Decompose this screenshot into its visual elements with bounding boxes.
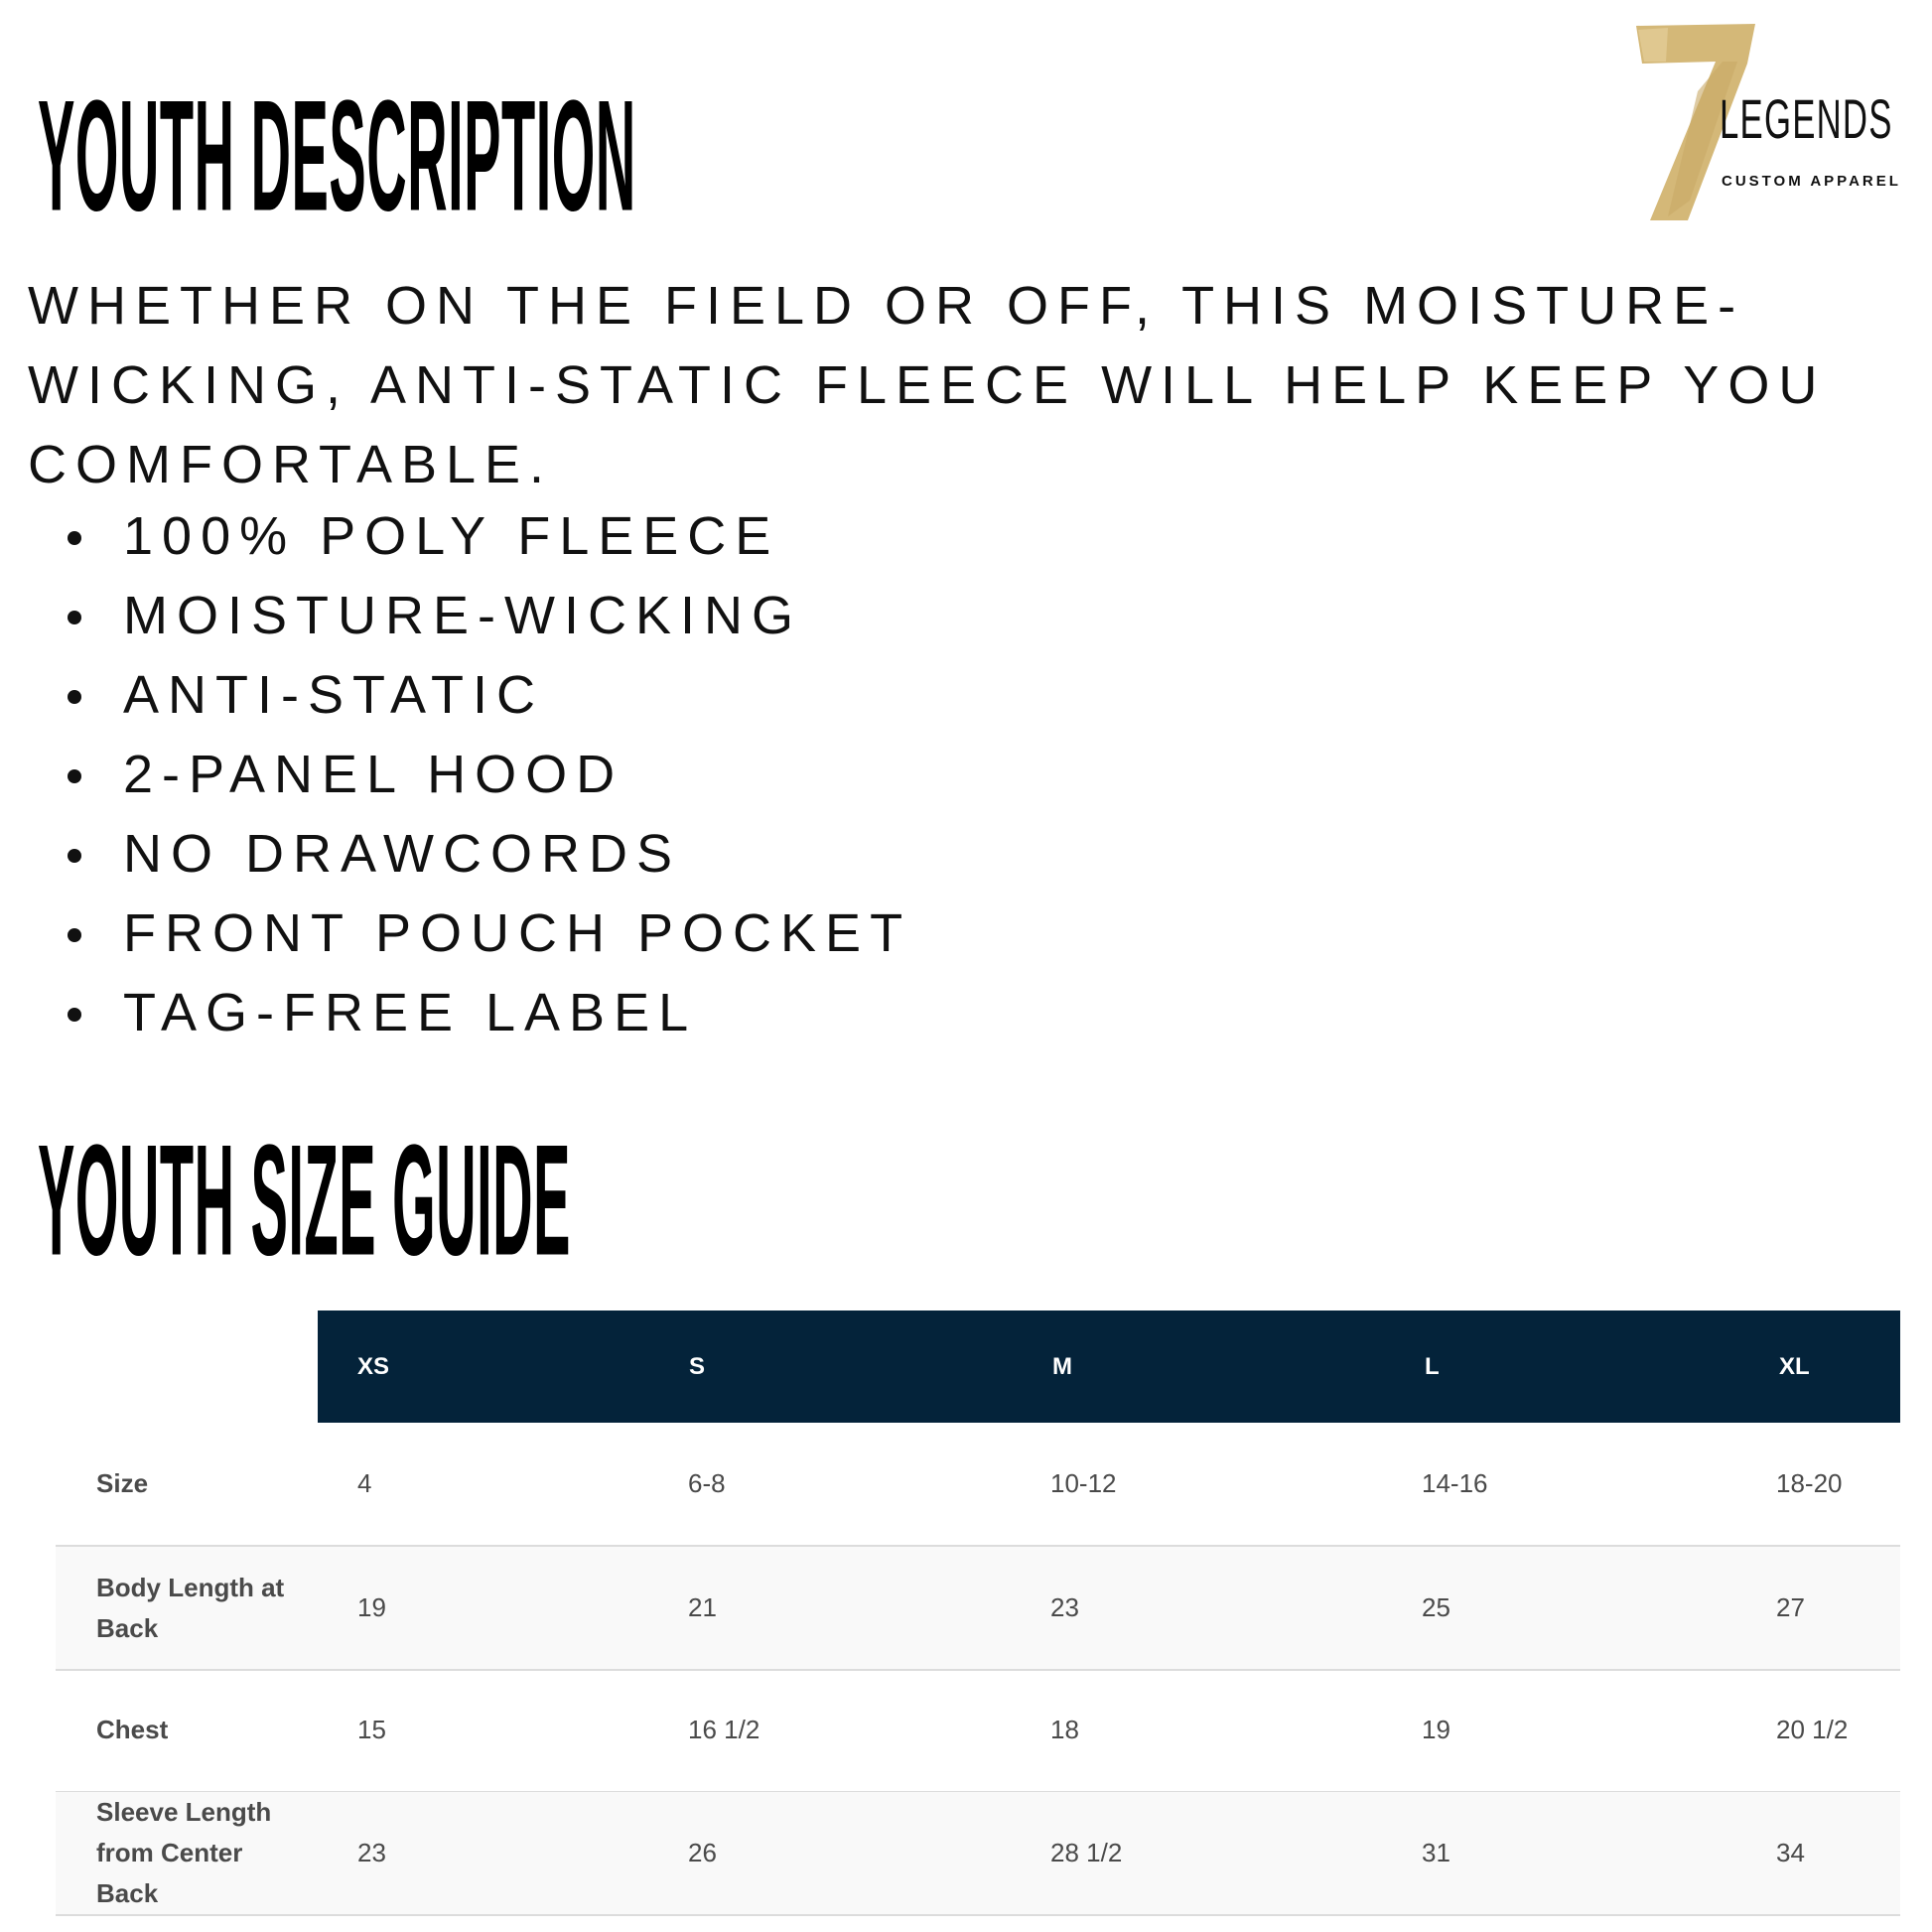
description-text: WHETHER ON THE FIELD OR OFF, THIS MOISTURE-WICKING, ANTI-STATIC FLEECE WILL HELP KEEP YOU COMFORTABLE. bbox=[28, 276, 1827, 494]
feature-list bbox=[68, 496, 911, 1052]
feature-label: FRONT POUCH POCKET bbox=[123, 903, 912, 963]
logo-tagline: CUSTOM APPAREL bbox=[1722, 173, 1901, 190]
table-row bbox=[56, 1792, 1900, 1916]
feature-label: 100% POLY FLEECE bbox=[123, 506, 780, 566]
feature-label: ANTI-STATIC bbox=[123, 665, 544, 725]
table-cell: 19 bbox=[1422, 1715, 1450, 1744]
table-row bbox=[56, 1547, 1900, 1671]
bullet-icon bbox=[68, 611, 81, 624]
table-cell: 28 1/2 bbox=[1050, 1838, 1123, 1867]
feature-item bbox=[68, 973, 911, 1052]
table-cell: 14-16 bbox=[1422, 1468, 1488, 1498]
table-cell: 4 bbox=[357, 1468, 372, 1498]
table-cell: 26 bbox=[688, 1838, 717, 1867]
feature-label: NO DRAWCORDS bbox=[123, 824, 681, 884]
column-header-xl: XL bbox=[1779, 1353, 1810, 1380]
row-label: Size bbox=[96, 1468, 149, 1498]
table-cell: 23 bbox=[1050, 1592, 1079, 1622]
bullet-icon bbox=[68, 849, 81, 863]
table-cell: 27 bbox=[1776, 1592, 1805, 1622]
table-cell: 23 bbox=[357, 1838, 386, 1867]
table-header bbox=[318, 1311, 1900, 1423]
bullet-icon bbox=[68, 690, 81, 704]
table-cell: 21 bbox=[688, 1592, 717, 1622]
table-cell: 10-12 bbox=[1050, 1468, 1117, 1498]
bullet-icon bbox=[68, 769, 81, 783]
table-cell: 15 bbox=[357, 1715, 386, 1744]
row-label: Sleeve Length from Center Back bbox=[96, 1797, 272, 1908]
feature-item bbox=[68, 496, 911, 576]
feature-item bbox=[68, 735, 911, 814]
logo-wordmark: LEGENDS bbox=[1720, 87, 1893, 150]
feature-label: 2-PANEL HOOD bbox=[123, 745, 624, 804]
bullet-icon bbox=[68, 531, 81, 545]
table-cell: 18 bbox=[1050, 1715, 1079, 1744]
table-cell: 20 1/2 bbox=[1776, 1715, 1849, 1744]
column-header-l: L bbox=[1425, 1353, 1440, 1380]
size-guide-title: YOUTH SIZE GUIDE bbox=[38, 1112, 571, 1289]
table-cell: 16 1/2 bbox=[688, 1715, 760, 1744]
brand-logo bbox=[1628, 22, 1926, 220]
feature-item bbox=[68, 655, 911, 735]
feature-item bbox=[68, 894, 911, 973]
column-header-m: M bbox=[1052, 1353, 1072, 1380]
table-cell: 31 bbox=[1422, 1838, 1450, 1867]
feature-label: TAG-FREE LABEL bbox=[123, 983, 698, 1042]
row-label: Body Length at Back bbox=[96, 1572, 285, 1643]
table-row bbox=[56, 1669, 1900, 1793]
description-title: YOUTH DESCRIPTION bbox=[38, 68, 636, 244]
bullet-icon bbox=[68, 1008, 81, 1022]
feature-item bbox=[68, 576, 911, 655]
row-label: Chest bbox=[96, 1715, 169, 1744]
table-cell: 18-20 bbox=[1776, 1468, 1843, 1498]
column-header-xs: XS bbox=[357, 1353, 390, 1380]
feature-label: MOISTURE-WICKING bbox=[123, 586, 802, 645]
table-cell: 19 bbox=[357, 1592, 386, 1622]
column-header-s: S bbox=[689, 1353, 706, 1380]
bullet-icon bbox=[68, 928, 81, 942]
table-cell: 34 bbox=[1776, 1838, 1805, 1867]
table-cell: 6-8 bbox=[688, 1468, 726, 1498]
feature-item bbox=[68, 814, 911, 894]
table-cell: 25 bbox=[1422, 1592, 1450, 1622]
table-row bbox=[56, 1423, 1900, 1547]
